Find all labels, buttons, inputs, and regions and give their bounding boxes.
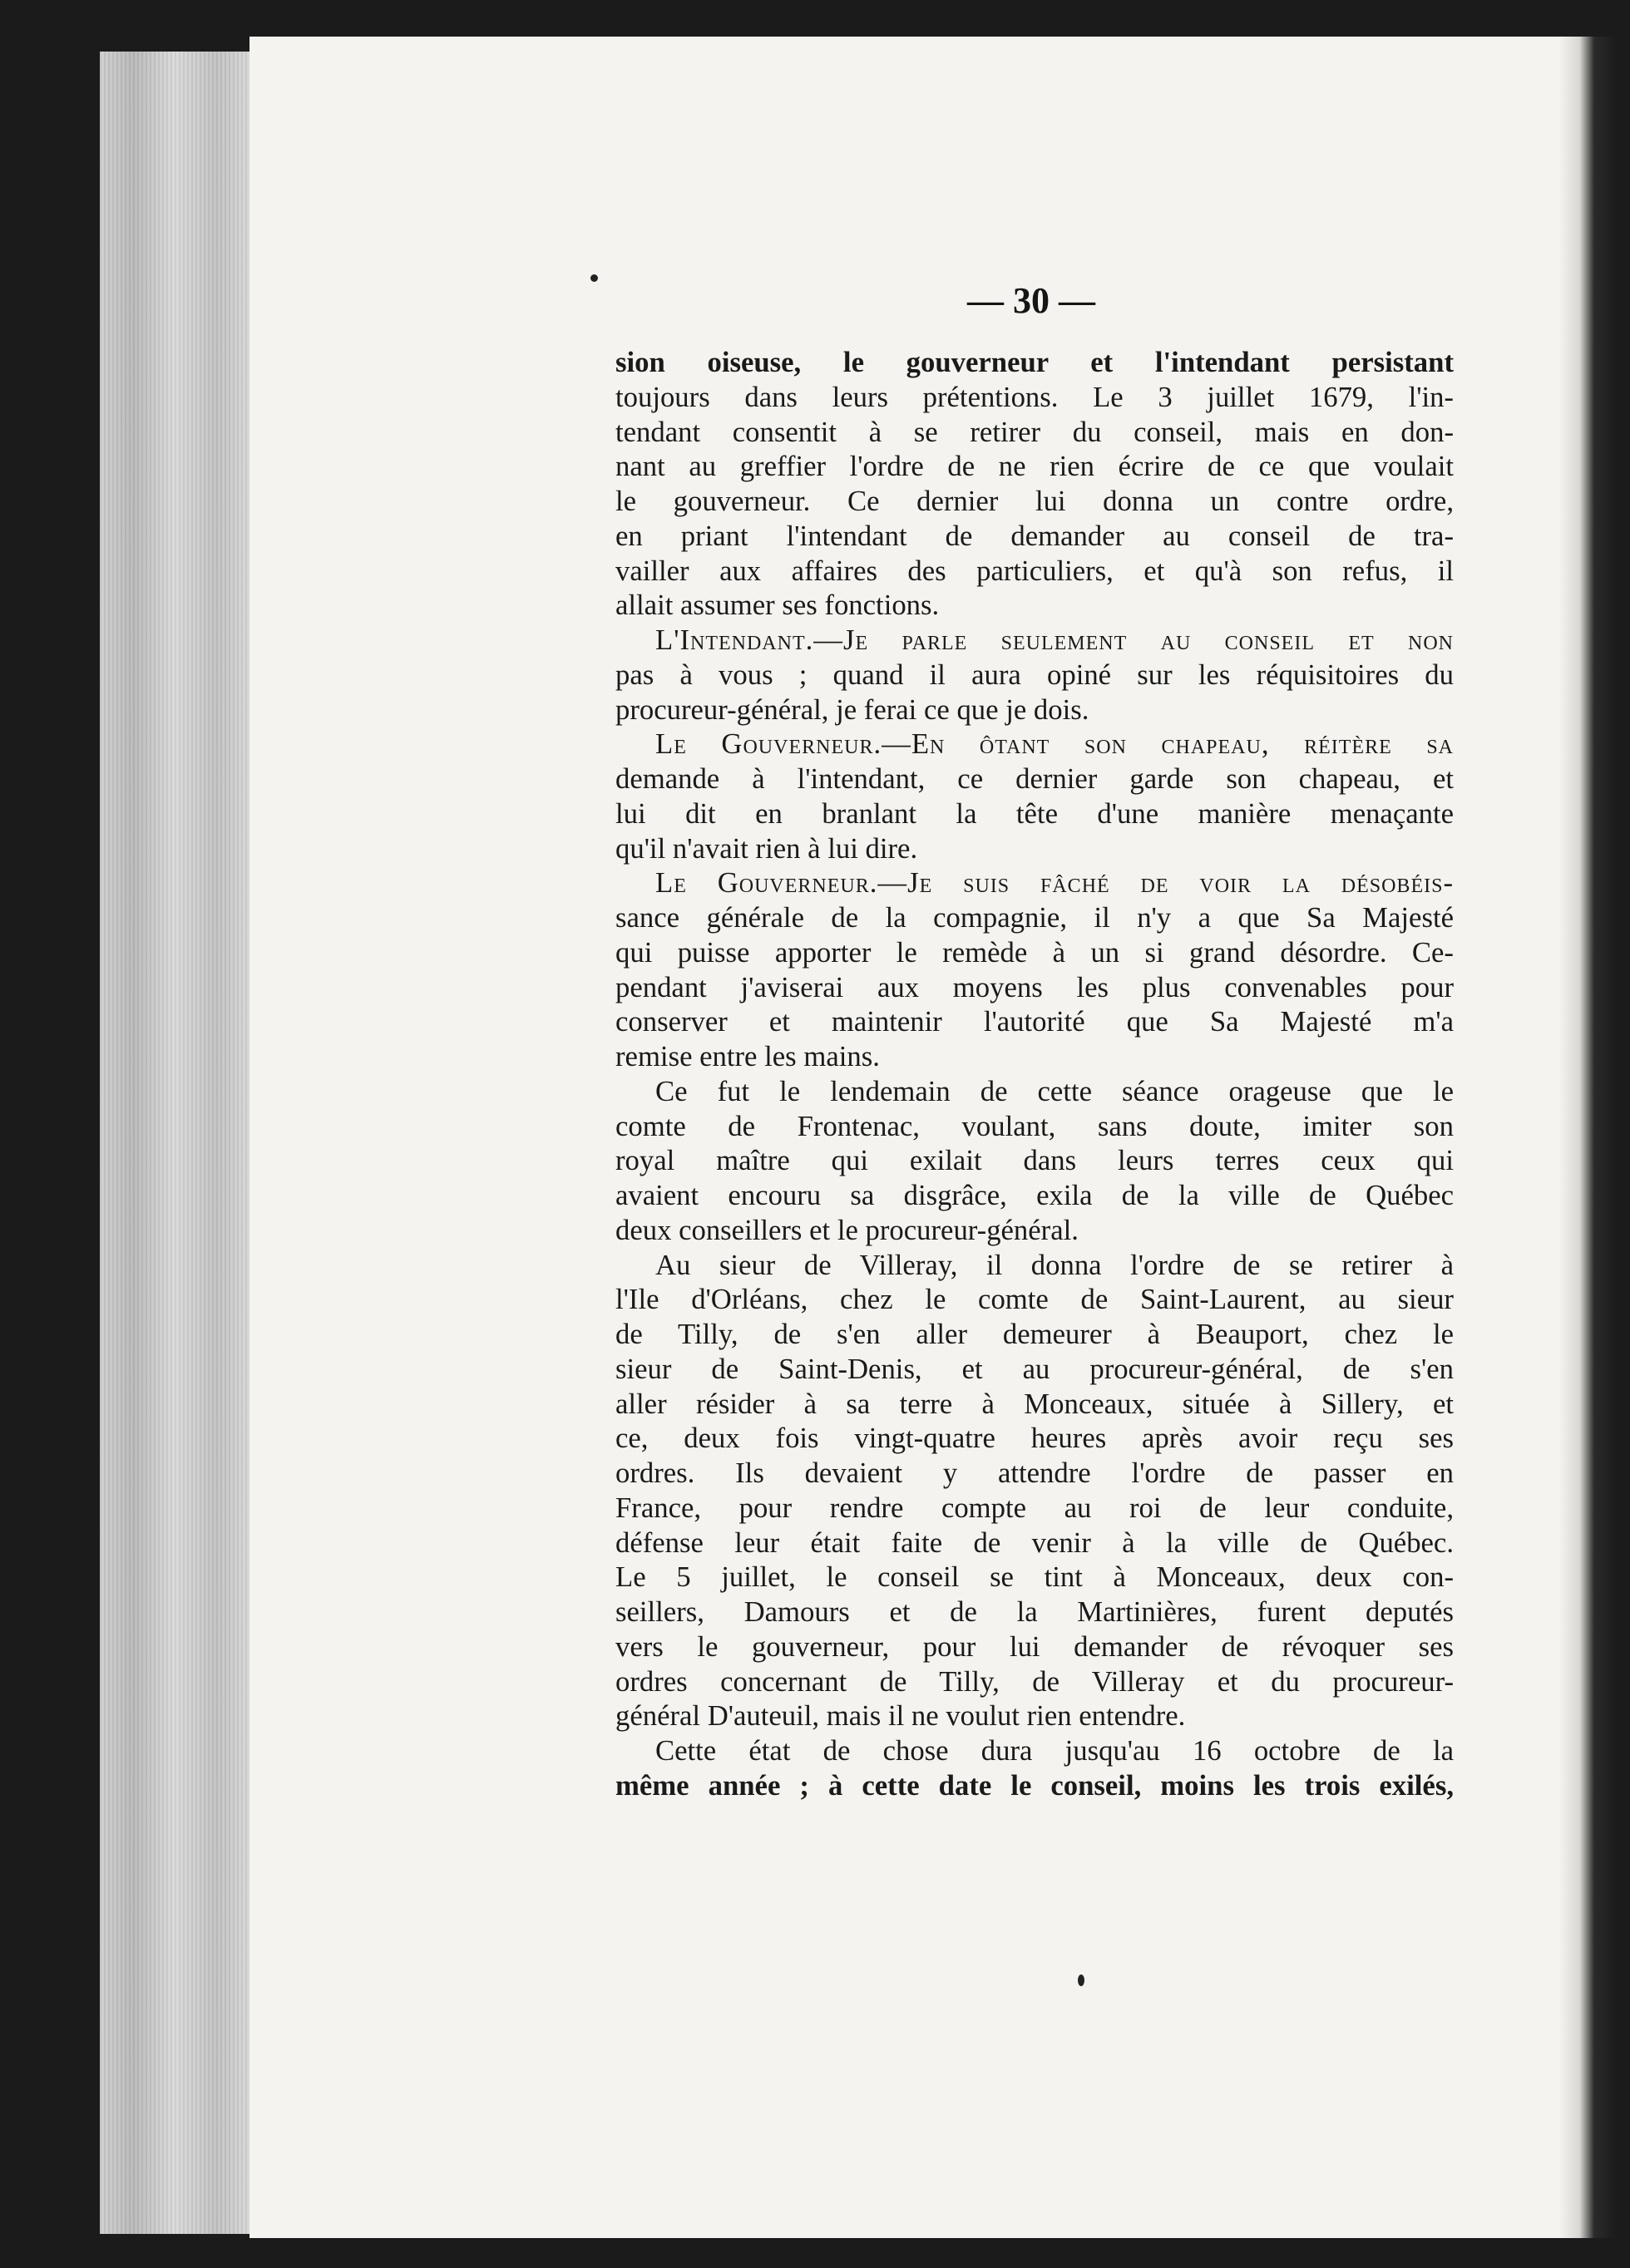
text-line: ordres concernant de Tilly, de Villeray et du procureur- <box>615 1664 1454 1698</box>
body-text <box>615 345 1454 1803</box>
text-line: vers le gouverneur, pour lui demander de révoquer ses <box>615 1630 1454 1663</box>
text-line: sion oiseuse, le gouverneur et l'intendant persistant <box>615 346 1454 378</box>
text-line: lui dit en branlant la tête d'une manière menaçante <box>615 796 1454 830</box>
text-line: seillers, Damours et de la Martinières, furent deputés <box>615 1595 1454 1628</box>
text-line: allait assumer ses fonctions. <box>615 589 940 622</box>
text-line: Ce fut le lendemain de cette séance orageuse que le <box>655 1074 1454 1107</box>
text-line: conserver et maintenir l'autorité que Sa Majesté m'a <box>615 1005 1454 1038</box>
ink-speck <box>1078 1975 1084 1986</box>
text-line: Au sieur de Villeray, il donna l'ordre de se retirer à <box>655 1248 1454 1281</box>
text-line: Le Gouverneur.—Je suis fâché de voir la désobéis- <box>655 866 1454 900</box>
text-line: remise entre les mains. <box>615 1040 880 1072</box>
text-line: nant au greffier l'ordre de ne rien écrire de ce que voulait <box>615 450 1454 483</box>
page-stack-edge <box>100 52 266 2234</box>
text-line: France, pour rendre compte au roi de leur conduite, <box>615 1491 1454 1524</box>
text-line: procureur-général, je ferai ce que je dois. <box>615 693 1089 726</box>
text-line: en priant l'intendant de demander au conseil de tra- <box>615 519 1454 552</box>
text-line: aller résider à sa terre à Monceaux, située à Sillery, et <box>615 1387 1454 1420</box>
text-line: Cette état de chose dura jusqu'au 16 octobre de la <box>655 1734 1454 1767</box>
text-line: toujours dans leurs prétentions. Le 3 juillet 1679, l'in- <box>615 380 1454 413</box>
text-line: L'Intendant.—Je parle seulement au conseil et non <box>655 624 1454 656</box>
text-line: le gouverneur. Ce dernier lui donna un contre ordre, <box>615 485 1454 517</box>
text-line: même année ; à cette date le conseil, moins les trois exilés, <box>615 1768 1454 1802</box>
text-line: avaient encouru sa disgrâce, exila de la ville de Québec <box>615 1179 1454 1211</box>
text-line: l'Ile d'Orléans, chez le comte de Saint-Laurent, au sieur <box>615 1283 1454 1316</box>
text-line: vailler aux affaires des particuliers, et qu'à son refus, il <box>615 554 1454 587</box>
text-line: sieur de Saint-Denis, et au procureur-général, de s'en <box>615 1352 1454 1385</box>
text-line: sance générale de la compagnie, il n'y a que Sa Majesté <box>615 901 1454 934</box>
text-line: ce, deux fois vingt-quatre heures après avoir reçu ses <box>615 1422 1454 1455</box>
text-line: qui puisse apporter le remède à un si grand désordre. Ce- <box>615 935 1454 969</box>
text-line: tendant consentit à se retirer du conseil, mais en don- <box>615 415 1454 448</box>
text-line: défense leur était faite de venir à la ville de Québec. <box>615 1526 1454 1559</box>
text-line: deux conseillers et le procureur-général. <box>615 1213 1079 1246</box>
text-line: ordres. Ils devaient y attendre l'ordre de passer en <box>615 1457 1454 1489</box>
text-line: Le 5 juillet, le conseil se tint à Monceaux, deux con- <box>615 1560 1454 1594</box>
page-gutter-right <box>1559 37 1618 2238</box>
text-line: qu'il n'avait rien à lui dire. <box>615 831 918 865</box>
text-line: pendant j'aviserai aux moyens les plus convenables pour <box>615 970 1454 1003</box>
ink-speck <box>590 274 598 282</box>
text-line: général D'auteuil, mais il ne voulut rien entendre. <box>615 1699 1186 1733</box>
text-line: demande à l'intendant, ce dernier garde son chapeau, et <box>615 762 1454 795</box>
page-number: — 30 — <box>967 280 1095 321</box>
text-line: pas à vous ; quand il aura opiné sur les réquisitoires du <box>615 658 1454 691</box>
text-line: Le Gouverneur.—En ôtant son chapeau, réitère sa <box>655 727 1454 761</box>
text-line: de Tilly, de s'en aller demeurer à Beauport, chez le <box>615 1318 1454 1350</box>
text-line: royal maître qui exilait dans leurs terres ceux qui <box>615 1144 1454 1177</box>
text-line: comte de Frontenac, voulant, sans doute, imiter son <box>615 1109 1454 1142</box>
